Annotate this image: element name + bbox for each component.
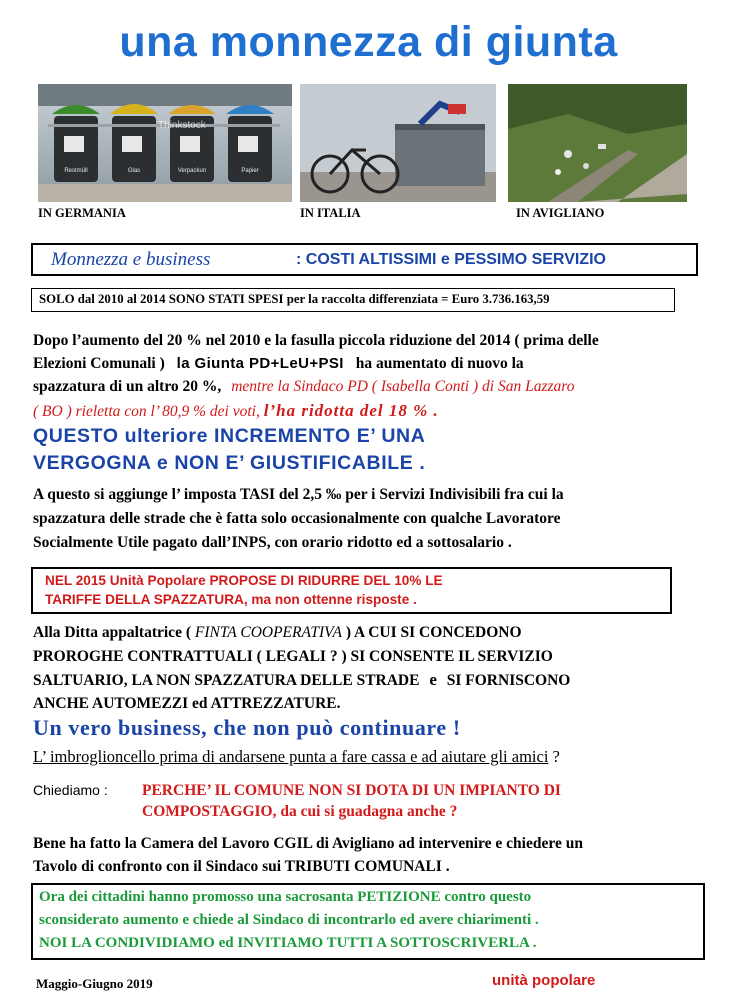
imbroglio-q: ? [548,747,560,766]
para1-line1: Dopo l’aumento del 20 % nel 2010 e la fasulla piccola riduzione del 2014 ( prima delle [33,332,599,349]
para1-line2-a: Elezioni Comunali ) [33,355,165,372]
headline-box [31,243,698,276]
para3-line1-c: ) A CUI SI CONCEDONO [345,624,522,641]
recycling-bins-image [38,84,292,202]
para1-line4-a: ( BO ) rieletta con l’ 80,9 % dei voti, [33,403,260,420]
business-line: Un vero business, che non può continuare ! [33,715,461,740]
para1-line3 [33,375,574,399]
watermark: Thinkstock [158,120,206,131]
littered-path-image [508,84,687,202]
para3-line1-b: FINTA COOPERATIVA [194,624,342,641]
bin-label-glas: Glas [127,168,141,174]
ask-line1: PERCHE’ IL COMUNE NON SI DOTA DI UN IMPIANTO DI [142,782,561,799]
para4-line1: Bene ha fatto la Camera del Lavoro CGIL di Avigliano ad intervenire e chiedere un [33,835,583,852]
bin-label-papier: Papier [241,168,259,174]
photo-germany [38,84,292,202]
imbroglio-line [33,747,560,767]
para1-line4 [33,399,439,424]
para3-line3-c: SI FORNISCONO [446,672,571,689]
para3-line1 [33,621,522,645]
shout-line1: QUESTO ulteriore INCREMENTO E’ UNA [33,425,426,447]
para1-line2-c: ha aumentato di nuovo la [355,355,524,372]
para3-line1-a: Alla Ditta appaltatrice ( [33,624,191,641]
para1-line3-a: spazzatura di un altro 20 %, [33,378,222,395]
para2-line3: Socialmente Utile pagato dall’INPS, con orario ridotto ed a sottosalario . [33,534,512,551]
para3-line3-b: e [429,670,437,689]
proposal-box [31,567,672,614]
para3-line3-a: SALTUARIO, LA NON SPAZZATURA DELLE STRADE [33,672,420,689]
footer-date: Maggio-Giugno 2019 [36,976,153,991]
bin-label-verpackung: Verpackun [177,168,207,174]
dumpster-image [300,84,496,202]
para1-line4-b: l’ha ridotta del 18 % . [263,401,439,420]
petition-line2: sconsiderato aumento e chiede al Sindaco di incontrarlo ed avere chiarimenti . [39,912,539,928]
footer-signature: unità popolare [492,972,596,989]
imbroglio-text: L’ imbroglioncello prima di andarsene punta a fare cassa e ad aiutare gli amici [33,747,549,766]
para3-line4: ANCHE AUTOMEZZI ed ATTREZZATURE. [33,695,341,712]
caption-germany: IN GERMANIA [38,206,126,220]
photo-italy [300,84,496,202]
para1-line3-b: mentre la Sindaco PD ( Isabella Conti ) di San Lazzaro [231,378,575,395]
petition-line3: NOI LA CONDIVIDIAMO ed INVITIAMO TUTTI A SOTTOSCRIVERLA . [39,935,537,951]
spending-text: SOLO dal 2010 al 2014 SONO STATI SPESI per la raccolta differenziata = Euro 3.736.163,59 [39,292,550,306]
caption-italy: IN ITALIA [300,206,361,220]
para1-line2 [33,352,524,376]
para4-line2: Tavolo di confronto con il Sindaco sui TRIBUTI COMUNALI . [33,858,450,875]
proposal-line1: NEL 2015 Unità Popolare PROPOSE DI RIDURRE DEL 10% LE [45,573,443,588]
caption-avigliano: IN AVIGLIANO [516,206,605,220]
para3-line3 [33,668,570,693]
ask-line2: COMPOSTAGGIO, da cui si guadagna anche ? [142,803,458,820]
petition-line1: Ora dei cittadini hanno promosso una sacrosanta PETIZIONE contro questo [39,889,532,905]
headline-italic: Monnezza e business [51,249,211,270]
photo-avigliano [508,84,687,202]
page-title: una monnezza di giunta [119,18,618,66]
proposal-line2: TARIFFE DELLA SPAZZATURA, ma non ottenne risposte . [45,592,417,607]
para2-line2: spazzatura delle strade che è fatta solo occasionalmente con qualche Lavoratore [33,510,561,527]
bin-label-restmuell: Restmüll [64,168,88,174]
giunta-parties: la Giunta PD+LeU+PSI [176,355,344,372]
shout-line2: VERGOGNA e NON E’ GIUSTIFICABILE . [33,452,426,474]
petition-box [31,883,705,960]
ask-label: Chiediamo : [33,782,108,798]
headline-bold: : COSTI ALTISSIMI e PESSIMO SERVIZIO [296,251,606,268]
para2-line1: A questo si aggiunge l’ imposta TASI del 2,5 ‰ per i Servizi Indivisibili fra cui la [33,486,564,503]
spending-box [31,288,675,312]
para3-line2: PROROGHE CONTRATTUALI ( LEGALI ? ) SI CONSENTE IL SERVIZIO [33,648,553,665]
